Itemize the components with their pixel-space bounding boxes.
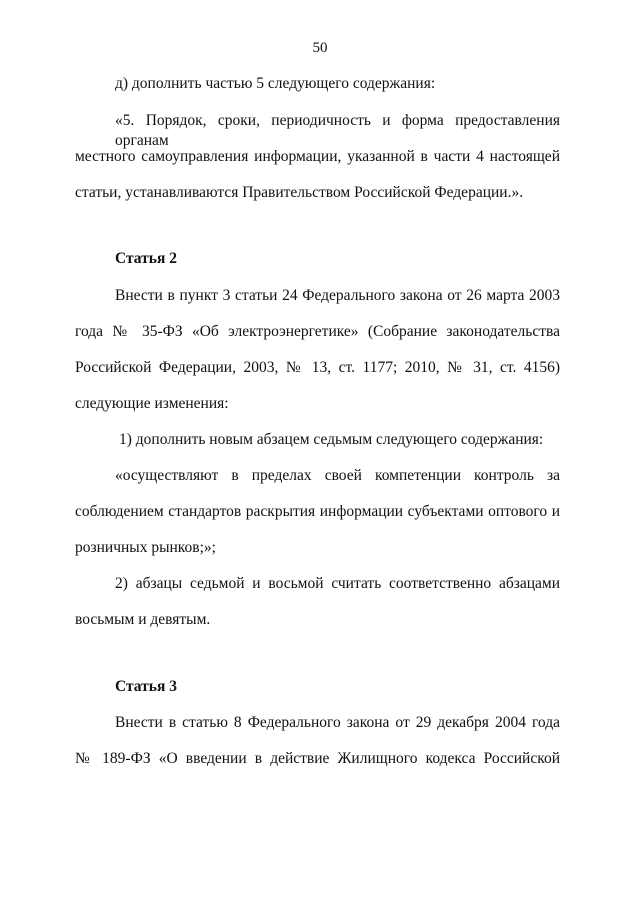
page-number: 50 xyxy=(312,40,328,56)
article-2-item-2-line-2: восьмым и девятым. xyxy=(75,611,211,628)
part5-line-2: местного самоуправления информации, указанной в части 4 настоящей xyxy=(75,148,560,165)
part5-line-1: «5. Порядок, сроки, периодичность и форма предоставления органам xyxy=(115,112,560,149)
article-2-intro-line-2: года № 35-ФЗ «Об электроэнергетике» (Собрание законодательства xyxy=(75,323,560,340)
article-3-heading: Статья 3 xyxy=(115,678,177,695)
article-2-heading: Статья 2 xyxy=(115,250,177,267)
article-2-quote-line-3: розничных рынков;»; xyxy=(75,539,216,556)
item-d-text: д) дополнить частью 5 следующего содержания: xyxy=(115,75,436,92)
article-2-item-1: 1) дополнить новым абзацем седьмым следующего содержания: xyxy=(119,431,544,448)
part5-line-3: статьи, устанавливаются Правительством Российской Федерации.». xyxy=(75,184,524,201)
article-2-quote-line-1: «осуществляют в пределах своей компетенции контроль за xyxy=(115,467,560,484)
article-2-item-2-line-1: 2) абзацы седьмой и восьмой считать соответственно абзацами xyxy=(115,575,560,592)
article-3-intro-line-2: № 189-ФЗ «О введении в действие Жилищного кодекса Российской xyxy=(75,750,560,767)
article-3-intro-line-1: Внести в статью 8 Федерального закона от 29 декабря 2004 года xyxy=(115,714,560,731)
article-2-quote-line-2: соблюдением стандартов раскрытия информации субъектами оптового и xyxy=(75,503,560,520)
article-2-intro-line-1: Внести в пункт 3 статьи 24 Федерального закона от 26 марта 2003 xyxy=(115,287,560,304)
article-2-intro-line-4: следующие изменения: xyxy=(75,395,229,412)
article-2-intro-line-3: Российской Федерации, 2003, № 13, ст. 1177; 2010, № 31, ст. 4156) xyxy=(75,359,560,376)
